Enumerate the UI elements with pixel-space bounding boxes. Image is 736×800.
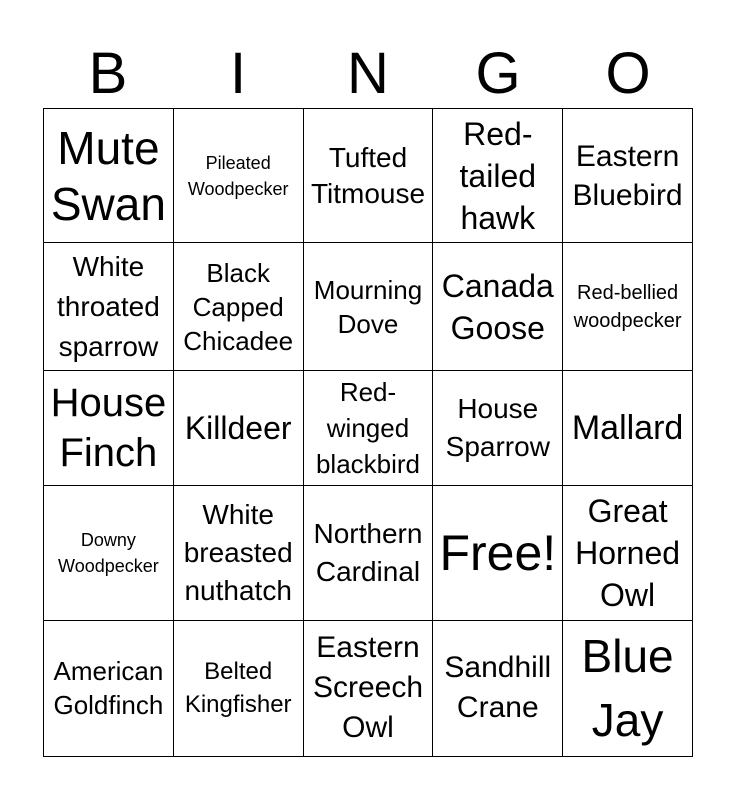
bingo-cell[interactable] (303, 243, 433, 371)
bingo-cell[interactable] (563, 620, 693, 756)
bingo-cell[interactable] (433, 486, 563, 620)
header-letter-g: G (475, 41, 521, 106)
bingo-cell[interactable] (563, 486, 693, 620)
cell-label: Canada Goose (441, 267, 554, 346)
cell-label: Pileated Woodpecker (187, 152, 289, 199)
cell-label: Red-tailed hawk (459, 115, 537, 236)
cell-label: Great Horned Owl (575, 493, 681, 613)
bingo-cell[interactable] (303, 371, 433, 486)
board-row (44, 620, 693, 756)
bingo-cell[interactable] (44, 486, 174, 620)
bingo-cell[interactable] (173, 620, 303, 756)
cell-label: Belted Kingfisher (184, 658, 292, 719)
cell-label: Blue Jay (581, 630, 674, 747)
bingo-cell[interactable] (44, 109, 174, 243)
header-letter-i: I (229, 41, 247, 106)
board-row (44, 243, 693, 371)
bingo-cell[interactable] (303, 486, 433, 620)
bingo-cell[interactable] (433, 371, 563, 486)
bingo-cell[interactable] (433, 620, 563, 756)
cell-label: Mourning Dove (313, 274, 423, 339)
cell-label: Mallard (571, 409, 684, 448)
cell-label: Red-winged blackbird (315, 377, 421, 480)
bingo-cell[interactable] (173, 371, 303, 486)
bingo-cell[interactable] (563, 109, 693, 243)
board-row (44, 109, 693, 243)
bingo-cell[interactable] (44, 243, 174, 371)
cell-label: White breasted nuthatch (183, 499, 293, 606)
cell-label: Downy Woodpecker (58, 530, 159, 576)
bingo-cell[interactable] (44, 620, 174, 756)
bingo-cell[interactable] (303, 109, 433, 243)
cell-label: American Goldfinch (53, 656, 164, 721)
cell-label: Northern Cardinal (313, 518, 423, 587)
cell-label: Tufted Titmouse (310, 141, 426, 209)
header-letter-n: N (347, 41, 389, 106)
cell-label: Eastern Screech Owl (312, 631, 424, 745)
bingo-header (43, 40, 693, 108)
board-row (44, 371, 693, 486)
bingo-cell[interactable] (173, 243, 303, 371)
header-letter-b: B (88, 41, 128, 106)
bingo-board (43, 108, 693, 757)
cell-label: Mute Swan (50, 121, 166, 230)
cell-label: House Finch (50, 381, 167, 476)
bingo-cell[interactable] (44, 371, 174, 486)
cell-label: White throated sparrow (57, 250, 160, 362)
cell-label: Sandhill Crane (444, 651, 552, 725)
board-row (44, 486, 693, 620)
bingo-cell[interactable] (173, 486, 303, 620)
bingo-cell[interactable] (563, 243, 693, 371)
bingo-cell[interactable] (173, 109, 303, 243)
bingo-cell[interactable] (303, 620, 433, 756)
cell-label: Eastern Bluebird (572, 139, 683, 212)
cell-label: Black Capped Chicadee (183, 257, 294, 356)
header-letter-o: O (605, 41, 651, 106)
cell-label: Free! (439, 525, 557, 581)
cell-label: Red-bellied woodpecker (573, 281, 682, 332)
bingo-cell[interactable] (433, 243, 563, 371)
bingo-cell[interactable] (433, 109, 563, 243)
cell-label: Killdeer (184, 410, 292, 447)
cell-label: House Sparrow (445, 393, 550, 463)
bingo-cell[interactable] (563, 371, 693, 486)
